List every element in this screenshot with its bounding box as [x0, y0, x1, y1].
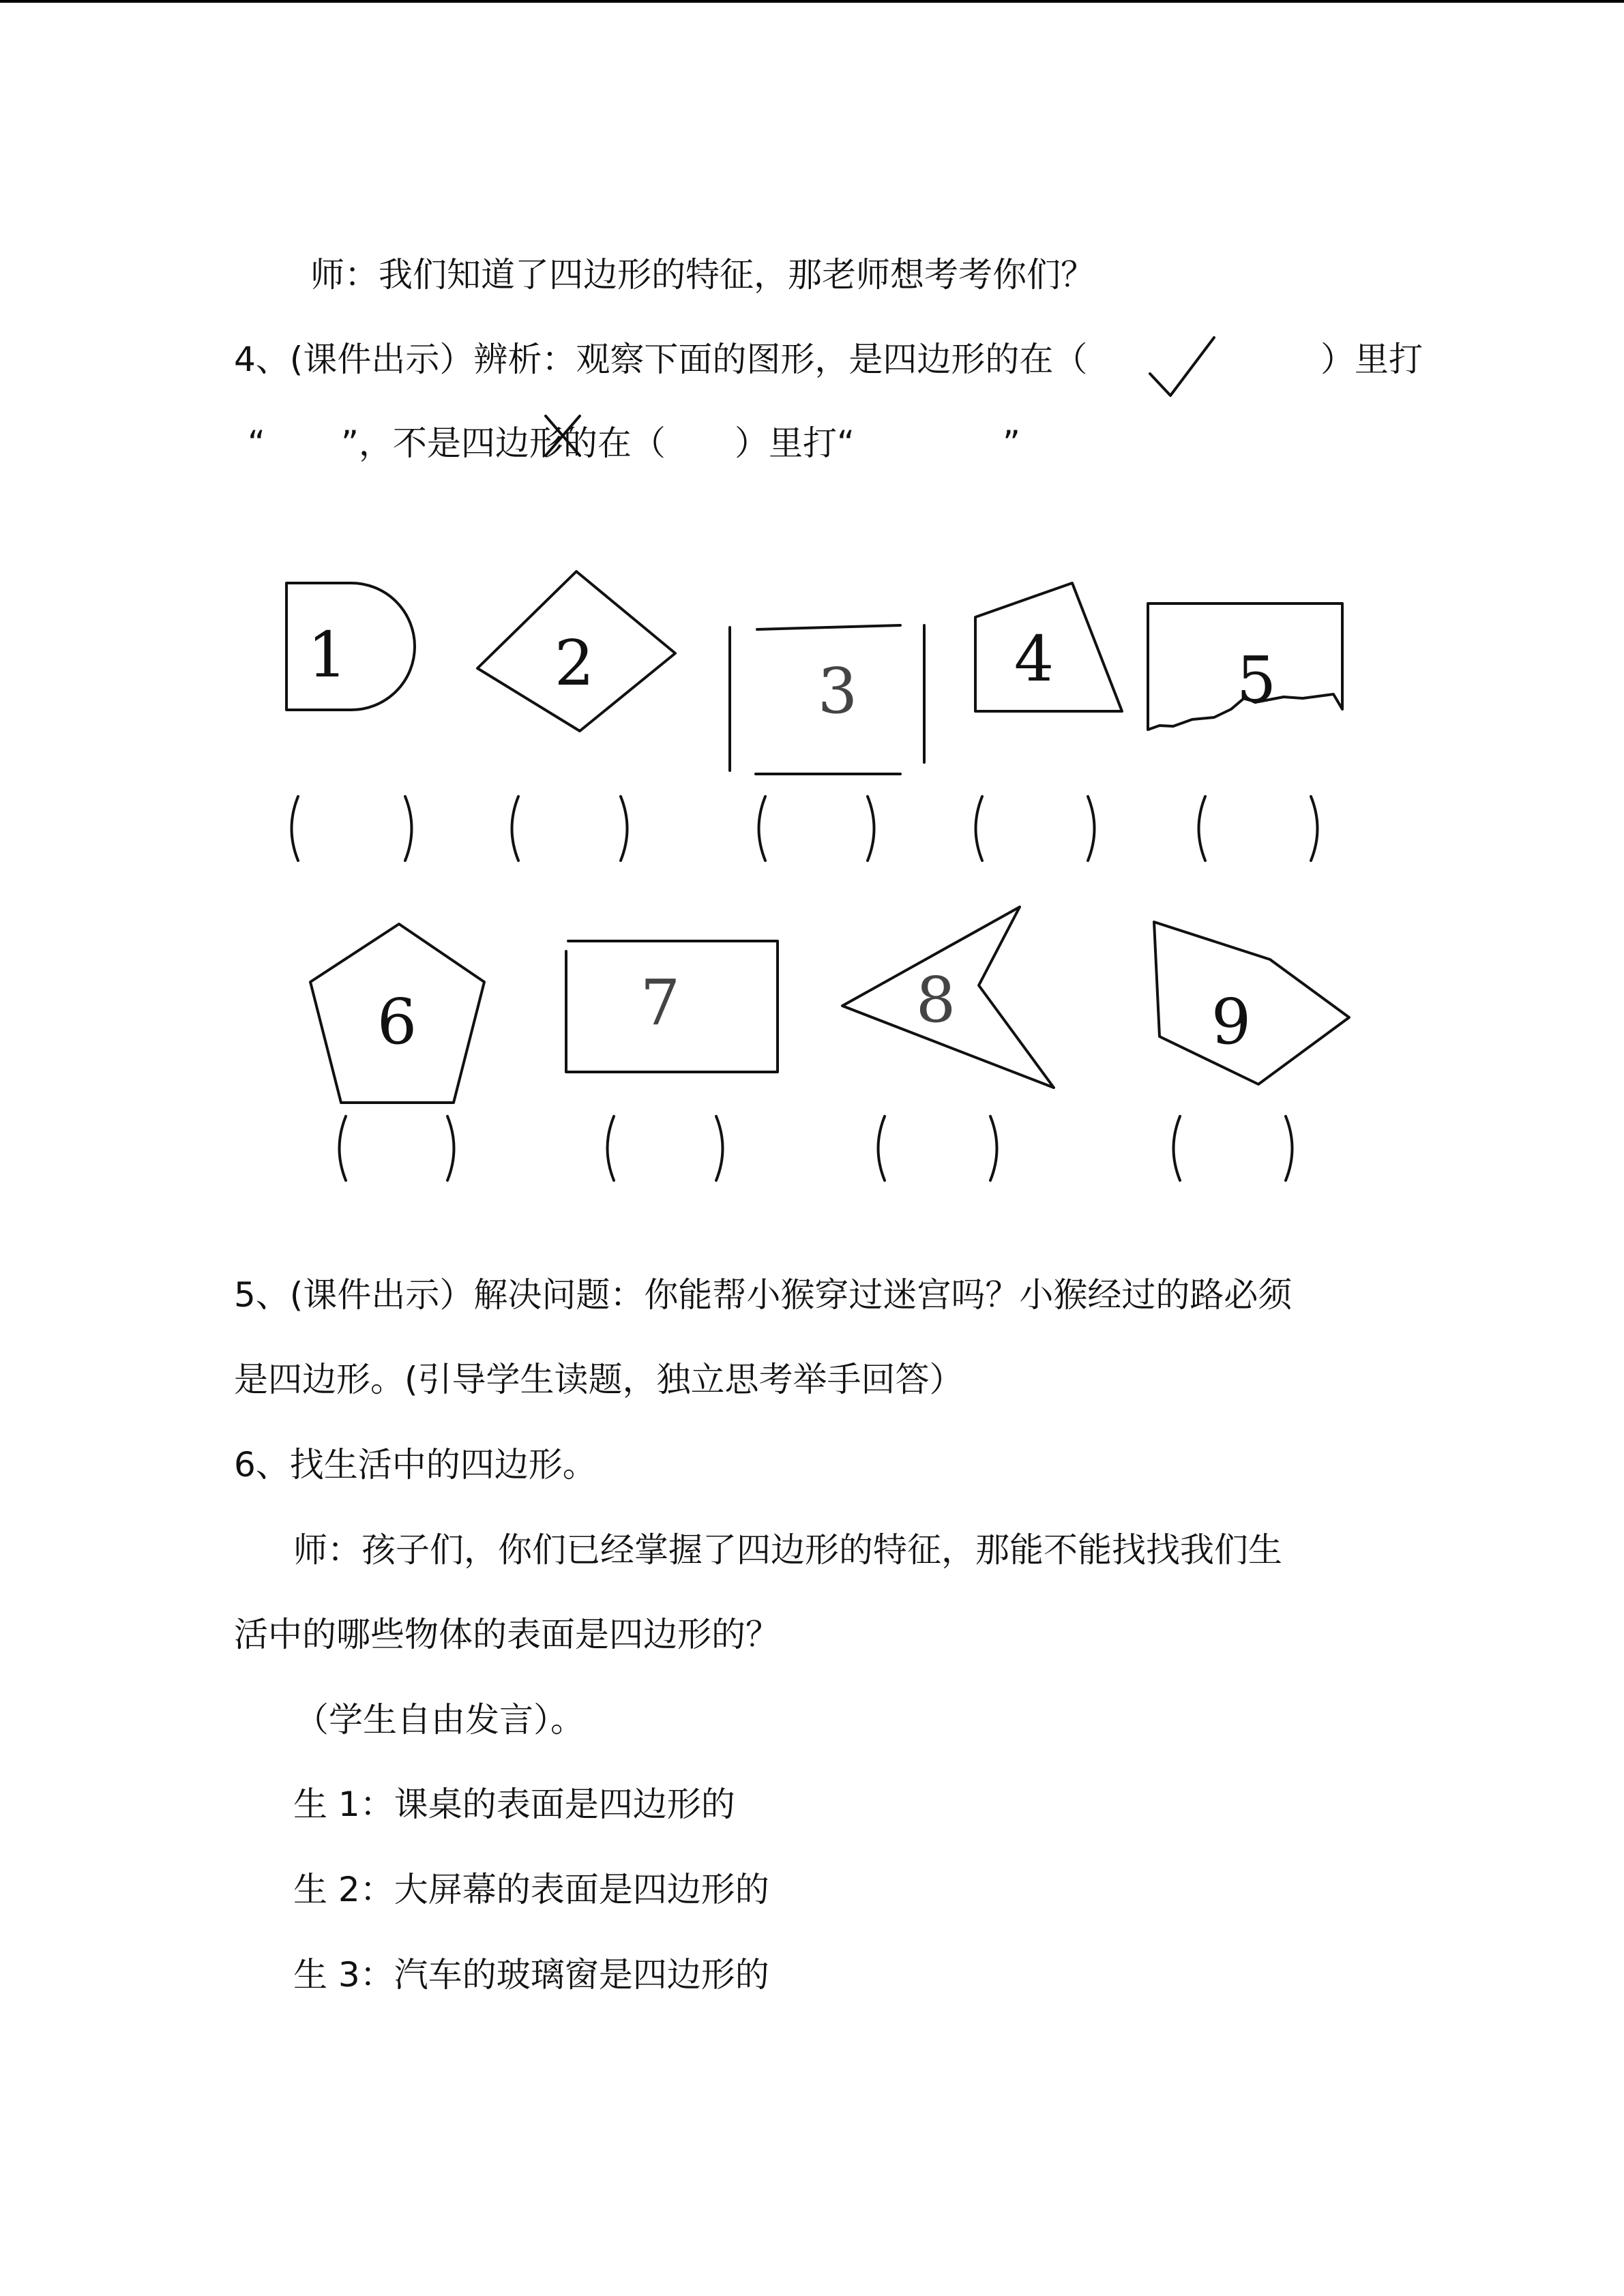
quote-open-1: “: [248, 423, 265, 463]
shape-1-label: 1: [307, 618, 348, 691]
item-5-line: 5、(课件出示）解决问题：你能帮小猴穿过迷宫吗？小猴经过的路必须: [234, 1275, 1293, 1315]
shape-6-label: 6: [377, 985, 417, 1058]
shape-2-label: 2: [554, 627, 595, 700]
shape-3-label: 3: [817, 655, 858, 728]
teacher-intro-line: 师：我们知道了四边形的特征，那老师想考考你们？: [310, 255, 1095, 295]
answer-brackets-row-1: [292, 796, 1318, 861]
answer-brackets-row-2: [340, 1116, 1293, 1180]
student-answer-2: 生 2：大屏幕的表面是四边形的: [293, 1870, 769, 1909]
item-4-line-end: ）里打: [1320, 340, 1423, 379]
student-answer-3: 生 3：汽车的玻璃窗是四边形的: [293, 1955, 769, 1995]
shape-9-polygon: [1154, 922, 1349, 1084]
item-4-line-2: ”，不是四边形的在（: [341, 423, 666, 463]
shape-5-label: 5: [1236, 643, 1277, 716]
shape-4-label: 4: [1014, 623, 1054, 696]
quote-close-2: ”: [1003, 423, 1020, 463]
shape-1-d-shape: [286, 583, 415, 710]
student-speak-line: （学生自由发言）。: [295, 1700, 585, 1740]
shape-7-label: 7: [640, 966, 681, 1039]
student-answer-1: 生 1：课桌的表面是四边形的: [293, 1785, 735, 1824]
teacher-question-line: 师：孩子们，你们已经掌握了四边形的特征，那能不能找找我们生: [293, 1530, 1282, 1570]
item-5-line-2: 是四边形。(引导学生读题，独立思考举手回答）: [234, 1360, 964, 1399]
item-4-line: 4、(课件出示）辨析：观察下面的图形，是四边形的在（: [234, 340, 1088, 379]
teacher-question-line-2: 活中的哪些物体的表面是四边形的？: [234, 1615, 780, 1654]
item-4-line-2b: ）里打“: [735, 423, 855, 463]
shape-9-label: 9: [1211, 985, 1252, 1058]
cross-mark-icon: [546, 416, 580, 456]
shape-8-label: 8: [915, 964, 956, 1037]
item-6-line: 6、找生活中的四边形。: [234, 1445, 597, 1485]
check-mark-icon: [1150, 338, 1214, 396]
